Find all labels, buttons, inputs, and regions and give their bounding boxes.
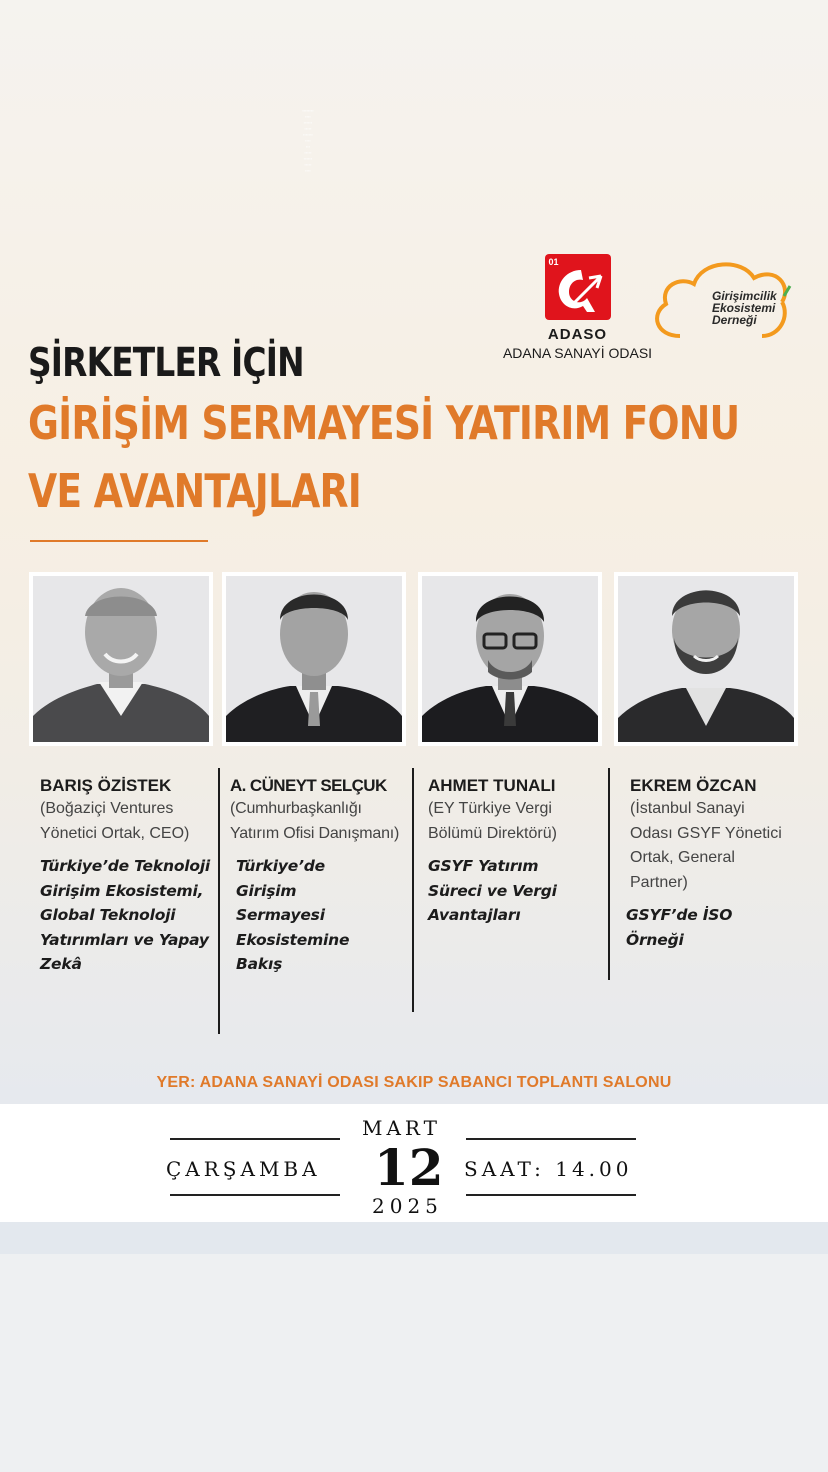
event-month: MART bbox=[362, 1116, 441, 1140]
speaker-separator-2 bbox=[412, 768, 414, 1012]
event-location: YER: ADANA SANAYİ ODASI SAKIP SABANCI TOPLANTI SALONU bbox=[156, 1074, 672, 1091]
speaker-4-role: (İstanbul Sanayi Odası GSYF Yönetici Ortak, General Partner) bbox=[630, 800, 782, 891]
event-day: 12 bbox=[374, 1138, 444, 1197]
date-rule-bottom-right bbox=[466, 1194, 636, 1196]
speaker-1-topic: Türkiye’de Teknoloji Girişim Ekosistemi, Global Teknoloji Yatırımları ve Yapay Zekâ bbox=[40, 857, 211, 973]
speaker-separator-1 bbox=[218, 768, 220, 1034]
date-rule-bottom-left bbox=[170, 1194, 340, 1196]
speaker-photo-4 bbox=[614, 572, 798, 746]
speaker-1-name: BARIŞ ÖZİSTEK bbox=[40, 776, 172, 795]
headline-divider bbox=[30, 540, 208, 542]
speaker-photo-3 bbox=[418, 572, 602, 746]
headline-line-2: GİRİŞİM SERMAYESİ YATIRIM FONU bbox=[28, 396, 740, 450]
speaker-2-portrait-icon bbox=[226, 576, 402, 742]
ged-line-1: Girişimcilik bbox=[712, 289, 777, 303]
event-time: SAAT: 14.00 bbox=[464, 1157, 633, 1181]
date-rule-top-left bbox=[170, 1138, 340, 1140]
speaker-photo-2 bbox=[222, 572, 406, 746]
speaker-3-name: AHMET TUNALI bbox=[428, 776, 556, 795]
headline-line-3: VE AVANTAJLARI bbox=[28, 464, 361, 518]
speaker-4-portrait-icon bbox=[618, 576, 794, 742]
event-year: 2025 bbox=[372, 1194, 443, 1218]
speaker-1 bbox=[40, 776, 216, 977]
speaker-2-topic: Türkiye’de Girişim Sermayesi Ekosistemine Bakış bbox=[236, 857, 350, 973]
adaso-emblem-icon: 01 bbox=[545, 254, 611, 320]
speaker-3-portrait-icon bbox=[422, 576, 598, 742]
speaker-3-role: (EY Türkiye Vergi Bölümü Direktörü) bbox=[428, 800, 557, 842]
speaker-4 bbox=[626, 776, 810, 952]
adaso-full-name: ADANA SANAYİ ODASI bbox=[502, 345, 653, 361]
faint-watermark-text: ▪▪▪▪▪▪▪▪ ▪▪▪▪ ▪▪▪▪▪▪ ▪▪▪▪▪ ▪▪▪▪▪▪▪ ▪▪▪▪ ▪▪▪ ▪▪▪▪▪ ▪▪▪▪▪▪ ▪▪▪▪▪ ▪▪▪▪ bbox=[302, 108, 314, 173]
speaker-2-role: (Cumhurbaşkanlığı Yatırım Ofisi Danışmanı) bbox=[230, 800, 400, 842]
date-rule-top-right bbox=[466, 1138, 636, 1140]
adaso-name: ADASO bbox=[547, 326, 608, 343]
speaker-photo-1 bbox=[29, 572, 213, 746]
speaker-2-name: A. CÜNEYT SELÇUK bbox=[230, 776, 387, 795]
speaker-2 bbox=[230, 776, 410, 977]
speaker-4-topic: GSYF’de İSO Örneği bbox=[626, 906, 733, 949]
event-weekday: ÇARŞAMBA bbox=[166, 1157, 321, 1181]
speaker-3-topic: GSYF Yatırım Süreci ve Vergi Avantajları bbox=[428, 857, 557, 924]
adaso-logo bbox=[480, 254, 675, 364]
speaker-3 bbox=[428, 776, 598, 928]
speaker-separator-3 bbox=[608, 768, 610, 980]
speaker-4-name: EKREM ÖZCAN bbox=[630, 776, 757, 795]
girisimcilik-ekosistemi-logo bbox=[650, 256, 800, 346]
headline-line-1: ŞİRKETLER İÇİN bbox=[28, 340, 304, 386]
speaker-1-portrait-icon bbox=[33, 576, 209, 742]
bottom-strip bbox=[0, 1222, 828, 1254]
ged-line-2: Ekosistemi bbox=[712, 301, 776, 315]
ged-line-3: Derneği bbox=[712, 313, 757, 327]
event-date-band bbox=[0, 1104, 828, 1222]
speaker-1-role: (Boğaziçi Ventures Yönetici Ortak, CEO) bbox=[40, 800, 190, 842]
